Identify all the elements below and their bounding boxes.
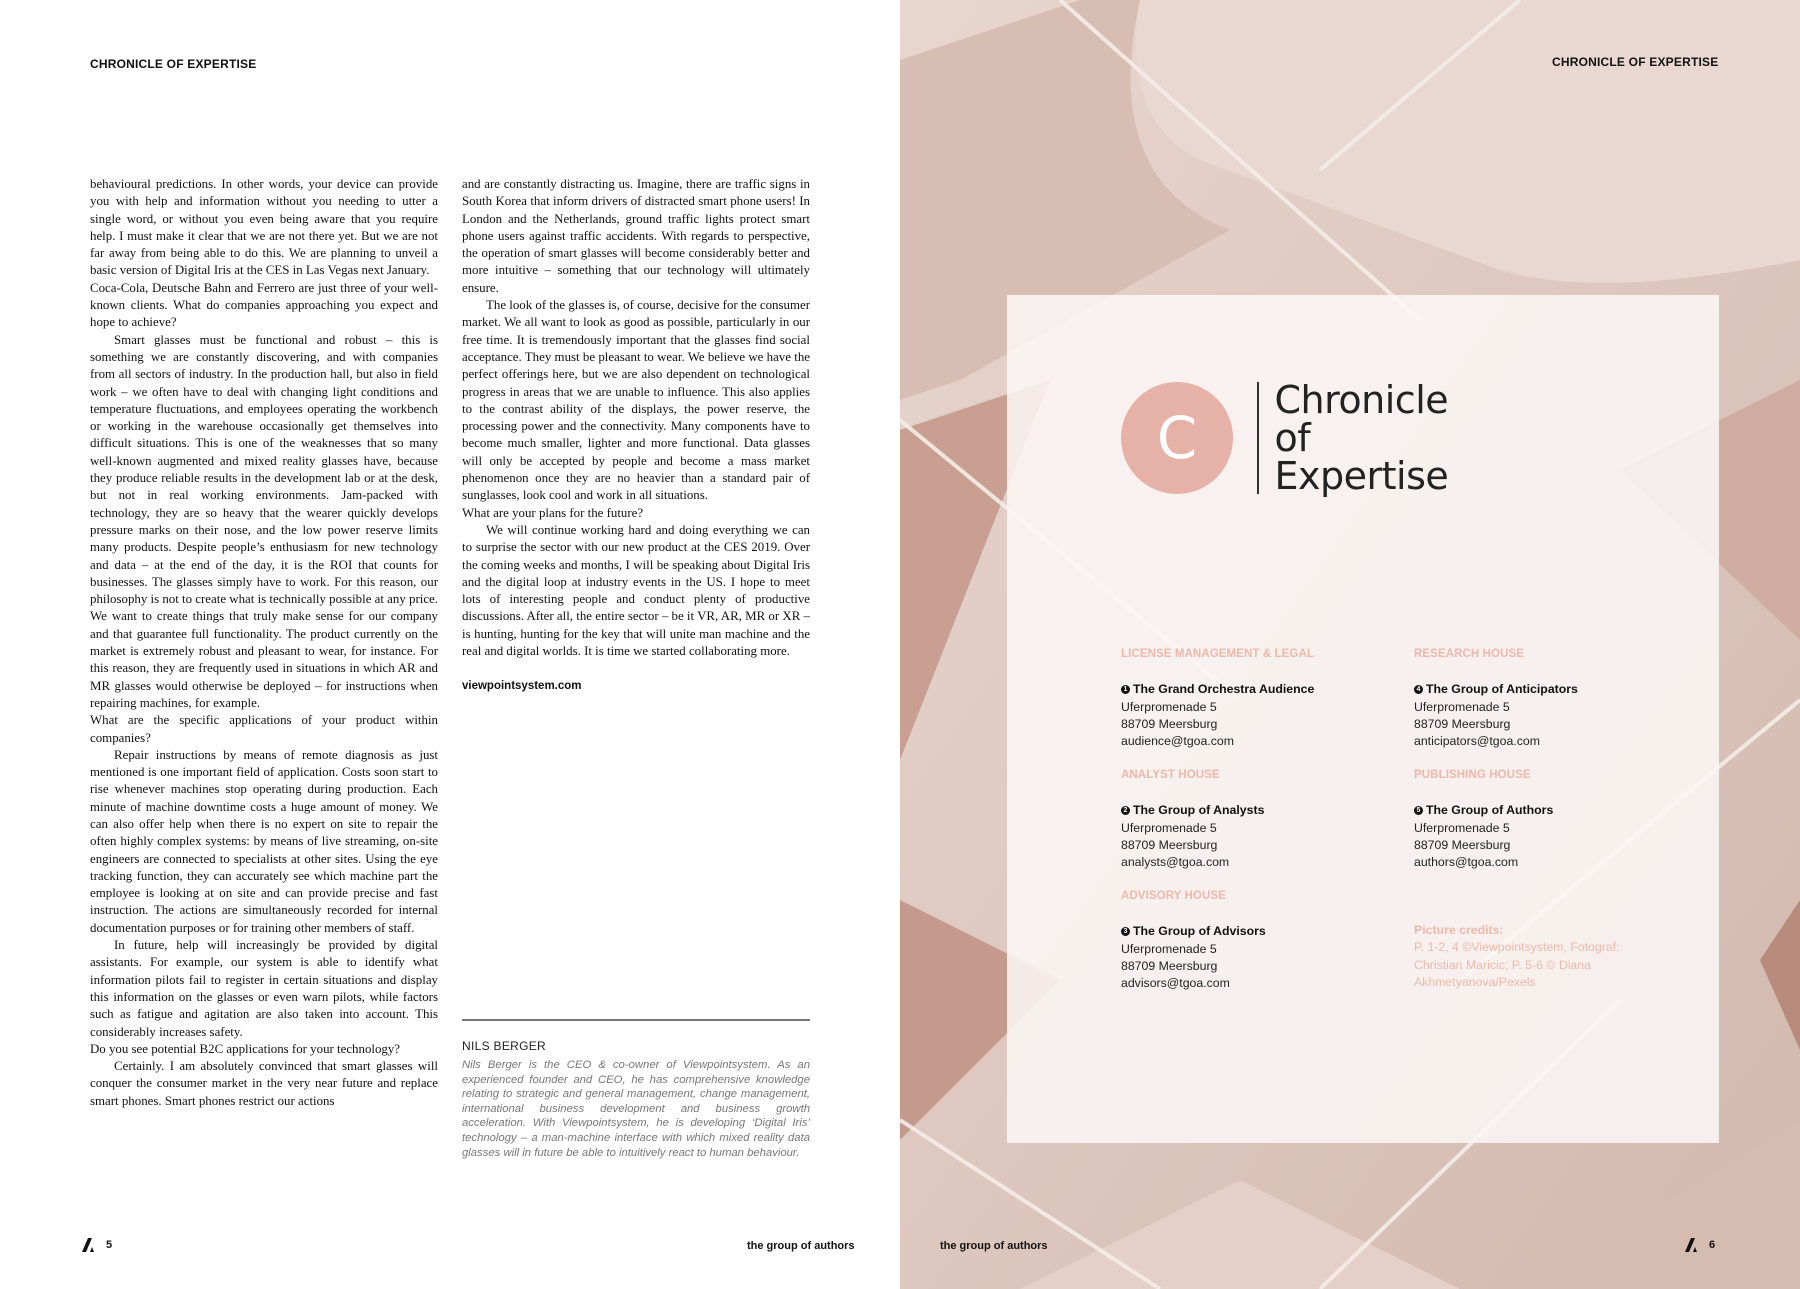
interview-question: What are your plans for the future? — [462, 505, 644, 520]
article-paragraph: Repair instructions by means of remote diagnosis as just mentioned is one important field of application. Costs soon start to rise whenever machines stop operating during production. Each minute of machine downtime costs a huge amount of money. We can also offer help when there is no expert on site to repair the often highly complex systems: by means of live streaming, on-site engineers are connected to specialists at other sites. Using the eye tracking function, they can accurately see which machine part the employee is looking at on site and can provide precise and fast instruction. The actions are simultaneously recorded for internal documentation purposes or for training other members of staff. — [90, 747, 438, 935]
logo-wordmark — [1274, 378, 1449, 498]
section-title: LICENSE MANAGEMENT & LEGAL — [1121, 648, 1314, 660]
logo-word: of — [1274, 416, 1311, 460]
chronicle-logo — [1121, 378, 1449, 498]
contact-section-publishing — [1414, 767, 1674, 871]
number-badge: 3 — [1121, 927, 1130, 936]
email-address: analysts@tgoa.com — [1121, 855, 1230, 870]
city-address: 88709 Meersburg — [1121, 837, 1218, 852]
running-head: CHRONICLE OF EXPERTISE — [1552, 55, 1719, 69]
logo-word: Expertise — [1274, 454, 1449, 498]
organization-name: 3 The Group of Advisors — [1121, 923, 1381, 940]
logo-divider — [1257, 382, 1259, 494]
footer-brand: the group of authors — [747, 1240, 855, 1252]
organization-name: 2 The Group of Analysts — [1121, 802, 1381, 819]
contact-section-advisory — [1121, 888, 1381, 992]
contact-section-analyst — [1121, 767, 1381, 871]
organization-name: 4 The Group of Anticipators — [1414, 681, 1674, 698]
city-address: 88709 Meersburg — [1121, 716, 1218, 731]
publisher-mark-icon — [82, 1238, 96, 1252]
city-address: 88709 Meersburg — [1414, 837, 1511, 852]
bio-divider — [462, 1019, 810, 1021]
info-panel — [1007, 295, 1719, 1143]
publisher-mark-icon — [1685, 1238, 1699, 1252]
website-link[interactable]: viewpointsystem.com — [462, 680, 582, 693]
email-address: authors@tgoa.com — [1414, 855, 1519, 870]
article-paragraph: and are constantly distracting us. Imagine, there are traffic signs in South Korea that inform drivers of distracted smart phone users! In London and the Netherlands, ground traffic lights protect smart phone users against traffic accidents. With regards to perspective, the operation of smart glasses will become considerably better and more intuitive – something that our technology will ultimately ensure. — [462, 177, 810, 295]
number-badge: 5 — [1414, 806, 1423, 815]
section-title: ANALYST HOUSE — [1121, 769, 1220, 781]
interview-question: Coca-Cola, Deutsche Bahn and Ferrero are just three of your well-known clients. What do companies approaching you expect and hope to achieve? — [90, 280, 438, 330]
article-paragraph: The look of the glasses is, of course, decisive for the consumer market. We all want to look as good as possible, particularly in our free time. It is tremendously important that the glasses find social acceptance. They must be pleasant to wear. We believe we have the perfect offerings here, but we are also dependent on technological progress in areas that we are unable to influence. This also applies to the contrast ability of the displays, the power reserve, the processing power and the connectivity. Many components have to become much smaller, lighter and more functional. Data glasses will only be accepted by people and become a mass market phenomenon once they are no heavier than a standard pair of sunglasses, look cool and work in all situations. — [462, 298, 810, 503]
section-title: PUBLISHING HOUSE — [1414, 769, 1531, 781]
author-bio — [462, 1019, 810, 1160]
street-address: Uferpromenade 5 — [1121, 820, 1217, 835]
logo-word: Chronicle — [1274, 378, 1449, 422]
number-badge: 2 — [1121, 806, 1130, 815]
street-address: Uferpromenade 5 — [1414, 699, 1510, 714]
running-head: CHRONICLE OF EXPERTISE — [90, 57, 257, 71]
interview-question: Do you see potential B2C applications for your technology? — [90, 1041, 401, 1056]
organization-name: 5 The Group of Authors — [1414, 802, 1674, 819]
city-address: 88709 Meersburg — [1414, 716, 1511, 731]
number-badge: 4 — [1414, 685, 1423, 694]
article-column-2 — [462, 176, 810, 696]
credits-title: Picture credits: — [1414, 923, 1504, 937]
interview-question: What are the specific applications of your product within companies? — [90, 713, 438, 745]
footer-brand: the group of authors — [940, 1240, 1048, 1252]
section-title: RESEARCH HOUSE — [1414, 648, 1525, 660]
author-bio-text: Nils Berger is the CEO & co-owner of Viewpointsystem. As an experienced founder and CEO, he has comprehensive knowledge relating to strategic and general management, change management, international business development and business growth acceleration. With Viewpointsystem, he is developing ‘Digital Iris’ technology – a man-machine interface with which mixed reality data glasses will in future be able to intuitively react to human behaviour. — [462, 1059, 810, 1159]
author-name: NILS BERGER — [462, 1039, 546, 1053]
contact-section-research — [1414, 646, 1674, 750]
article-paragraph: In future, help will increasingly be provided by digital assistants. For example, our system is able to identify what information pilots fail to register in certain situations and display this information on the glasses or even warn pilots, while factors such as fatigue and agitation are also taken into account. This considerably increases safety. — [90, 938, 438, 1039]
street-address: Uferpromenade 5 — [1414, 820, 1510, 835]
street-address: Uferpromenade 5 — [1121, 941, 1217, 956]
organization-name: 1 The Grand Orchestra Audience — [1121, 681, 1381, 698]
number-badge: 1 — [1121, 685, 1130, 694]
contact-section-license — [1121, 646, 1381, 750]
logo-letter-circle: C — [1121, 382, 1233, 494]
page-folio — [82, 1238, 112, 1252]
email-address: anticipators@tgoa.com — [1414, 734, 1540, 749]
street-address: Uferpromenade 5 — [1121, 699, 1217, 714]
article-paragraph: Certainly. I am absolutely convinced that smart glasses will conquer the consumer market in the very near future and replace smart phones. Smart phones restrict our actions — [90, 1059, 438, 1108]
article-column-1 — [90, 176, 438, 1110]
picture-credits — [1414, 922, 1644, 991]
credits-text: P. 1-2, 4 ©Viewpointsystem, Fotograf: Christian Maricic; P. 5-6 © Diana Akhmetyanova/Pexels — [1414, 940, 1620, 989]
right-page — [900, 0, 1800, 1289]
page-number: 6 — [1709, 1239, 1716, 1251]
section-title: ADVISORY HOUSE — [1121, 890, 1226, 902]
article-paragraph: Smart glasses must be functional and robust – this is something we are constantly discovering, and with companies from all sectors of industry. In the production hall, but also in field work – we often have to deal with changing light conditions and temperature fluctuations, and employees operating the workbench or working in the warehouse occasionally get themselves into difficult situations. This is one of the weaknesses that so many well-known augmented and mixed reality glasses have, because they produce reliable results in the development lab or at the desk, but not in real working environments. Jam-packed with technology, they are so heavy that the wearer quickly develops pressure marks on their nose, and the low power reserve limits many products. Despite people’s enthusiasm for new technology and data – at the end of the day, it is the ROI that counts for businesses. The glasses simply have to work. For this reason, our philosophy is not to create what is technically possible at any price. We want to create things that truly make sense for our company and that guarantee full functionality. The product currently on the market is extremely robust and pleasant to wear, for instance. For this reason, they are frequently used in situations in which AR and MR glasses would otherwise be deployed – for instructions when repairing machines, for example. — [90, 332, 438, 710]
article-paragraph: behavioural predictions. In other words, your device can provide you with help and information without you needing to utter a single word, or without you even being aware that you require help. I must make it clear that we are not there yet. But we are not far away from being able to do this. We are planning to unveil a basic version of Digital Iris at the CES in Las Vegas next January. — [90, 177, 438, 278]
email-address: audience@tgoa.com — [1121, 734, 1234, 749]
city-address: 88709 Meersburg — [1121, 958, 1218, 973]
article-paragraph: We will continue working hard and doing everything we can to surprise the sector with our new product at the CES 2019. Over the coming weeks and months, I will be speaking about Digital Iris and the digital loop at industry events in the US. I hope to meet lots of interesting people and conduct plenty of productive discussions. After all, the entire sector – be it VR, AR, MR or XR – is hunting, hunting for the key that will unite man machine and the real and digital worlds. It is time we started collaborating more. — [462, 522, 810, 659]
email-address: advisors@tgoa.com — [1121, 976, 1230, 991]
page-folio — [1685, 1238, 1715, 1252]
page-number: 5 — [106, 1239, 113, 1251]
